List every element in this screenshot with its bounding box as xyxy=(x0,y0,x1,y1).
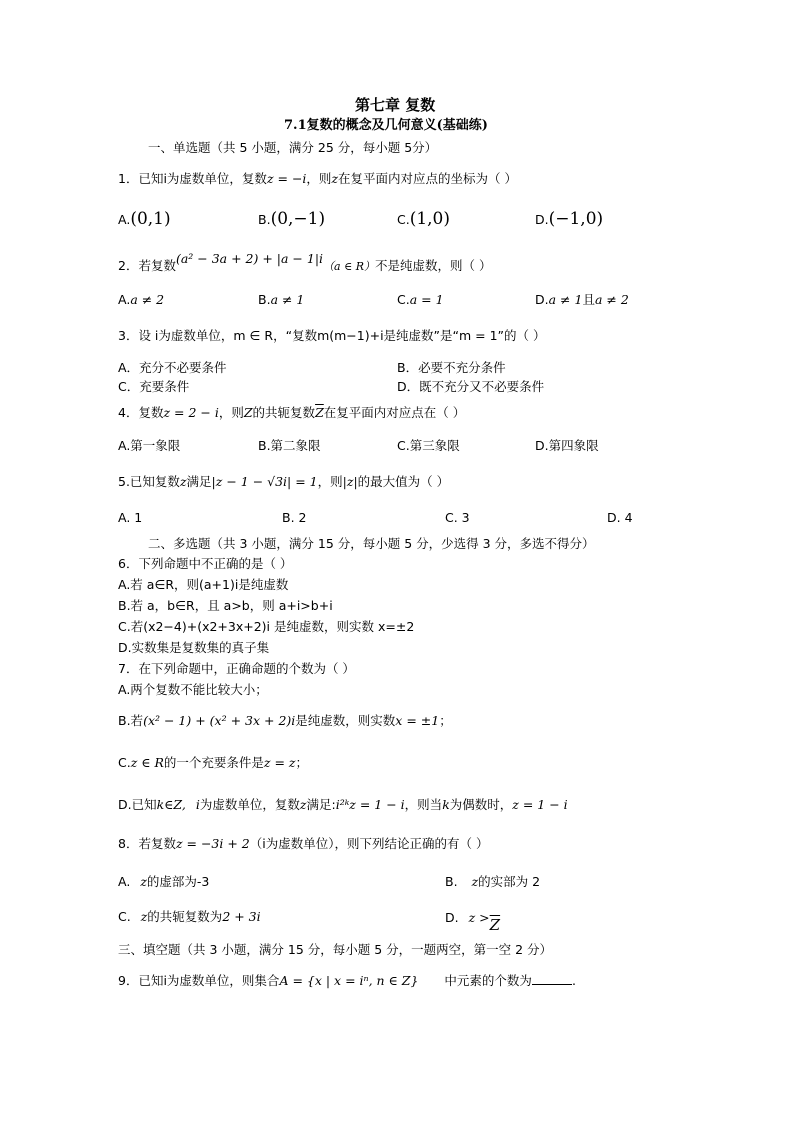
q4-option-d[interactable]: D.第四象限 xyxy=(535,438,599,453)
q5-formula: |z − 1 − √3i| = 1 xyxy=(211,474,318,489)
q1-option-b-value: (0,−1) xyxy=(270,209,326,229)
q8-conjugate-Z: $\overline{Z}$ xyxy=(489,916,501,934)
q6-option-d[interactable]: D.实数集是复数集的真子集 xyxy=(118,640,270,655)
q2-text-end: 不是纯虚数，则（ ） xyxy=(375,258,492,273)
q8-option-c[interactable]: C. z的共轭复数为2 + 3i xyxy=(118,909,261,924)
question-4: 4．复数z = 2 − i，则Z的共轭复数$\overline{Z}$在复平面内对应点在（ ） xyxy=(118,405,466,420)
q1-text-end: 在复平面内对应点的坐标为（ ） xyxy=(338,171,518,186)
q4-conjugate-Z: $\overline{Z}$ xyxy=(315,405,324,420)
q4-var-Z: Z xyxy=(243,405,253,420)
question-3: 3．设 i为虚数单位，m ∈ R，“复数m(m−1)+i是纯虚数”是“m = 1”的（ ） xyxy=(118,328,546,343)
question-9: 9．已知i为虚数单位，则集合A = {x | x = iⁿ, n ∈ Z} 中元素的个数为 . xyxy=(118,973,576,988)
q4-option-c[interactable]: C.第三象限 xyxy=(397,438,460,453)
section-heading-multiple-choice: 二、多选题（共 3 小题，满分 15 分，每小题 5 分，少选得 3 分，多选不得分） xyxy=(148,536,595,551)
q2-option-b-value: a ≠ 1 xyxy=(270,292,305,307)
q5-option-d[interactable]: D. 4 xyxy=(607,510,633,525)
section-title: 7.1复数的概念及几何意义(基础练) xyxy=(284,118,488,133)
q1-text-start: 1．已知i为虚数单位，复数 xyxy=(118,171,267,186)
chapter-title: 第七章 复数 xyxy=(355,96,436,114)
q2-option-a-value: a ≠ 2 xyxy=(130,292,165,307)
q1-var-z: z xyxy=(331,171,339,186)
q3-option-b[interactable]: B．必要不充分条件 xyxy=(397,360,506,375)
q7-c-formula: z = z xyxy=(263,755,296,770)
q1-option-a[interactable]: A.(0,1) xyxy=(118,209,171,229)
q2-option-d[interactable]: D.a ≠ 1且a ≠ 2 xyxy=(535,292,629,307)
q2-text-start: 2．若复数 xyxy=(118,258,176,273)
q3-option-c[interactable]: C．充要条件 xyxy=(118,379,190,394)
q2-option-c[interactable]: C.a = 1 xyxy=(397,292,444,307)
q4-formula: z = 2 − i xyxy=(163,405,219,420)
q1-option-d-value: (−1,0) xyxy=(548,209,604,229)
q2-formula: (a² − 3a + 2) + |a − 1|i xyxy=(175,251,324,266)
q6-option-c[interactable]: C.若(x2−4)+(x2+3x+2)i 是纯虚数，则实数 x=±2 xyxy=(118,619,415,634)
q9-set-formula: A = {x | x = iⁿ, n ∈ Z} xyxy=(279,973,419,988)
q1-option-c-value: (1,0) xyxy=(409,209,451,229)
question-6: 6．下列命题中不正确的是（ ） xyxy=(118,556,293,571)
q8-option-b[interactable]: B. z的实部为 2 xyxy=(445,874,541,889)
q7-option-a[interactable]: A.两个复数不能比较大小； xyxy=(118,682,268,697)
q1-option-b[interactable]: B.(0,−1) xyxy=(258,209,326,229)
q9-answer-blank[interactable] xyxy=(532,972,572,985)
q8-option-d[interactable]: D. $z >\overline{Z}$ xyxy=(445,910,501,934)
q7-b-formula: (x² − 1) + (x² + 3x + 2)i xyxy=(143,713,296,728)
q3-option-a[interactable]: A．充分不必要条件 xyxy=(118,360,227,375)
q6-option-a[interactable]: A.若 a∈R，则(a+1)i是纯虚数 xyxy=(118,577,289,592)
q5-option-a[interactable]: A. 1 xyxy=(118,510,143,525)
q2-option-a[interactable]: A.a ≠ 2 xyxy=(118,292,165,307)
q2-condition: （a ∈ R） xyxy=(323,260,376,273)
q3-option-d[interactable]: D．既不充分又不必要条件 xyxy=(397,379,545,394)
q2-option-c-value: a = 1 xyxy=(409,292,444,307)
section-heading-single-choice: 一、单选题（共 5 小题，满分 25 分，每小题 5分） xyxy=(148,140,438,155)
q8-option-a[interactable]: A. z的虚部为-3 xyxy=(118,874,210,889)
question-2 xyxy=(118,251,492,275)
q1-option-c[interactable]: C.(1,0) xyxy=(397,209,451,229)
q7-option-d[interactable]: D.已知k∈Z, i为虚数单位，复数z满足:i²ᵏz = 1 − i，则当k为偶数时，z = 1 − i xyxy=(118,797,568,812)
question-1 xyxy=(118,171,517,187)
question-7: 7．在下列命题中，正确命题的个数为（ ） xyxy=(118,661,355,676)
q7-d-formula: i²ᵏz = 1 − i xyxy=(335,797,405,812)
q7-option-b[interactable]: B.若(x² − 1) + (x² + 3x + 2)i是纯虚数，则实数x = ±1； xyxy=(118,713,452,728)
q5-option-c[interactable]: C. 3 xyxy=(445,510,470,525)
q4-option-a[interactable]: A.第一象限 xyxy=(118,438,181,453)
q2-option-b[interactable]: B.a ≠ 1 xyxy=(258,292,305,307)
q1-option-d[interactable]: D.(−1,0) xyxy=(535,209,604,229)
q1-text-mid: ，则 xyxy=(306,171,332,186)
q8-formula: z = −3i + 2 xyxy=(175,836,250,851)
q6-option-b[interactable]: B.若 a，b∈R，且 a>b，则 a+i>b+i xyxy=(118,598,333,613)
q5-option-b[interactable]: B. 2 xyxy=(282,510,307,525)
question-8: 8．若复数z = −3i + 2（i为虚数单位），则下列结论正确的有（ ） xyxy=(118,836,489,851)
q5-abs-z: |z| xyxy=(342,474,358,489)
q1-formula: z = −i xyxy=(266,171,307,186)
q7-option-c[interactable]: C.z ∈ R的一个充要条件是z = z； xyxy=(118,755,309,770)
q1-option-a-value: (0,1) xyxy=(130,209,171,229)
section-heading-fill-blank: 三、填空题（共 3 小题，满分 15 分，每小题 5 分，一题两空，第一空 2 分） xyxy=(118,942,553,957)
question-5: 5.已知复数z满足|z − 1 − √3i| = 1，则|z|的最大值为（ ） xyxy=(118,474,450,489)
q4-option-b[interactable]: B.第二象限 xyxy=(258,438,321,453)
